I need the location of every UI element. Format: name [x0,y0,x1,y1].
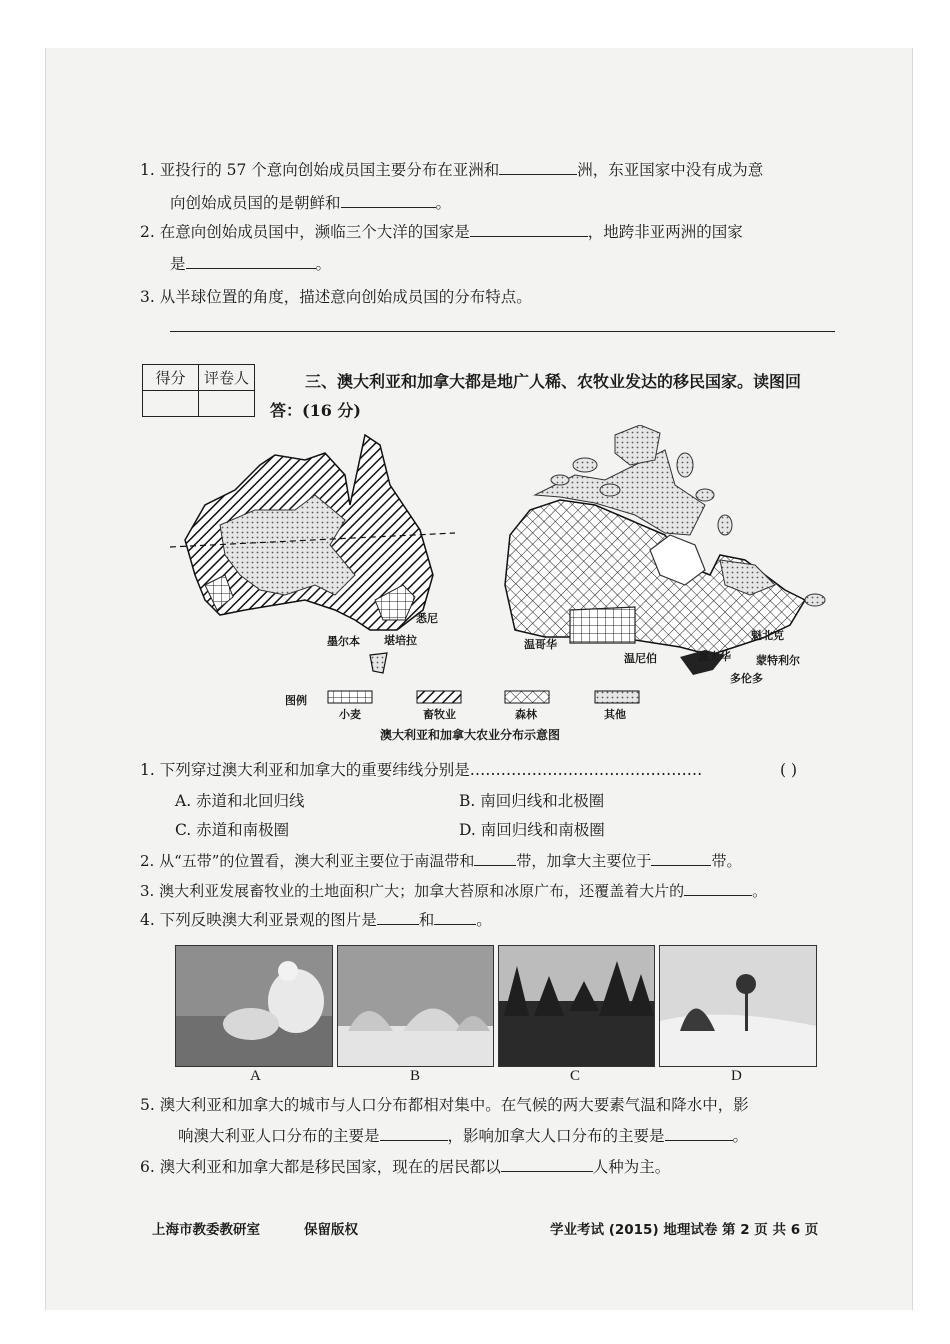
photo-c-forest [498,945,655,1067]
legend-forest-swatch [505,691,549,703]
photo-b-igloo [337,945,494,1067]
answer-blank[interactable] [380,1126,448,1141]
option-b[interactable]: B. 南回归线和北极圈 [459,792,605,810]
grader-cell[interactable] [199,391,255,417]
question-text: 响澳大利亚人口分布的主要是 [178,1127,380,1145]
question-2-1-line2 [170,193,451,214]
question-3-2 [140,851,741,871]
photo-d-desert [659,945,817,1067]
answer-blank[interactable] [651,851,711,866]
city-label-sydney: 悉尼 [416,612,438,625]
canada-other-north [615,425,660,465]
option-a[interactable]: A. 赤道和北回归线 [175,792,305,810]
question-text: 人种为主。 [592,1158,671,1176]
question-3-4 [140,910,492,931]
score-cell[interactable] [143,391,199,417]
canada-wheat-region [570,607,635,643]
footer-copyright: 保留版权 [304,1222,358,1238]
footer-page-info: 学业考试 (2015) 地理试卷 第 2 页 共 6 页 [550,1222,819,1238]
city-label-quebec: 魁北克 [751,629,784,642]
map-caption: 澳大利亚和加拿大农业分布示意图 [380,728,561,742]
answer-blank[interactable] [377,910,419,925]
legend-title: 图例 [285,694,307,707]
city-label-vancouver: 温哥华 [524,638,557,651]
legend-livestock-label: 畜牧业 [423,708,456,721]
city-label-winnipeg: 温尼伯 [624,652,657,665]
photo-a-sheep [175,945,333,1067]
legend-other-swatch [595,691,639,703]
answer-blank[interactable] [474,851,516,866]
question-3-3 [140,881,767,901]
question-text: 2. 从“五带”的位置看，澳大利亚主要位于南温带和 [140,852,475,870]
answer-blank[interactable] [501,1157,593,1172]
question-text: 。 [476,911,492,929]
question-text: 6. 澳大利亚和加拿大都是移民国家，现在的居民都以 [140,1158,501,1176]
city-label-ottawa: 渥太华 [698,650,731,663]
footer-publisher: 上海市教委教研室 [152,1222,260,1238]
legend-livestock-swatch [417,691,461,703]
question-3-6 [140,1157,670,1178]
question-text: 。 [315,255,332,273]
answer-blank[interactable] [341,193,436,208]
question-text: 2. 在意向创始成员国中，濒临三个大洋的国家是 [140,223,470,241]
question-text: 带，加拿大主要位于 [516,852,652,870]
option-d[interactable]: D. 南回归线和南极圈 [459,821,605,839]
question-text: 4. 下列反映澳大利亚景观的图片是 [140,911,377,929]
question-3-1 [140,760,702,781]
question-text: 。 [752,882,768,900]
question-2-2-line1 [140,222,743,243]
question-text: ，地跨非亚两洲的国家 [587,223,743,241]
question-3-5-line1: 5. 澳大利亚和加拿大的城市与人口分布都相对集中。在气候的两大要素气温和降水中，影 [140,1096,749,1114]
question-text: 3. 澳大利亚发展畜牧业的土地面积广大；加拿大苔原和冰原广布，还覆盖着大片的 [140,882,685,900]
photo-label-b: B [410,1068,421,1084]
question-text: 1. 下列穿过澳大利亚和加拿大的重要纬线分别是……………………………………… [140,761,703,779]
question-3-5-line2 [178,1126,748,1147]
question-text: 和 [418,911,435,929]
question-2-2-line2 [170,254,331,275]
legend-forest-label: 森林 [515,708,537,721]
photo-label-d: D [731,1068,742,1084]
grader-header: 评卷人 [199,365,255,391]
question-2-1-line1 [140,160,763,181]
legend-wheat-swatch [328,691,372,703]
question-text: 。 [435,194,452,212]
question-2-3: 3. 从半球位置的角度，描述意向创始成员国的分布特点。 [140,288,532,306]
answer-blank[interactable] [434,910,476,925]
city-label-melbourne: 墨尔本 [327,635,360,648]
question-text: 带。 [711,852,742,870]
answer-paren[interactable]: ( ) [780,761,798,779]
option-c[interactable]: C. 赤道和南极圈 [175,821,290,839]
answer-blank[interactable] [684,881,752,896]
question-text: 洲，东亚国家中没有成为意 [577,161,764,179]
photo-label-c: C [570,1068,581,1084]
city-label-canberra: 堪培拉 [384,634,417,647]
question-text: ，影响加拿大人口分布的主要是 [447,1127,665,1145]
score-header: 得分 [143,365,199,391]
agriculture-map [165,425,845,745]
answer-blank[interactable] [499,160,577,175]
map-legend [328,691,639,703]
tasmania [370,653,387,673]
question-text: 。 [732,1127,749,1145]
legend-other-label: 其他 [604,708,626,721]
answer-line[interactable] [170,331,835,332]
score-table [142,364,255,417]
answer-blank[interactable] [186,254,316,269]
photo-label-a: A [250,1068,261,1084]
section-3-title: 三、澳大利亚和加拿大都是地广人稀、农牧业发达的移民国家。读图回 [305,372,802,391]
section-3-title-cont: 答：(16 分) [270,401,361,420]
question-text: 1. 亚投行的 57 个意向创始成员国主要分布在亚洲和 [140,161,500,179]
legend-wheat-label: 小麦 [339,708,361,721]
answer-blank[interactable] [665,1126,733,1141]
answer-blank[interactable] [470,222,588,237]
city-label-toronto: 多伦多 [730,672,763,685]
question-text: 向创始成员国的是朝鲜和 [170,194,341,212]
question-text: 是 [170,255,186,273]
city-label-montreal: 蒙特利尔 [756,654,800,667]
